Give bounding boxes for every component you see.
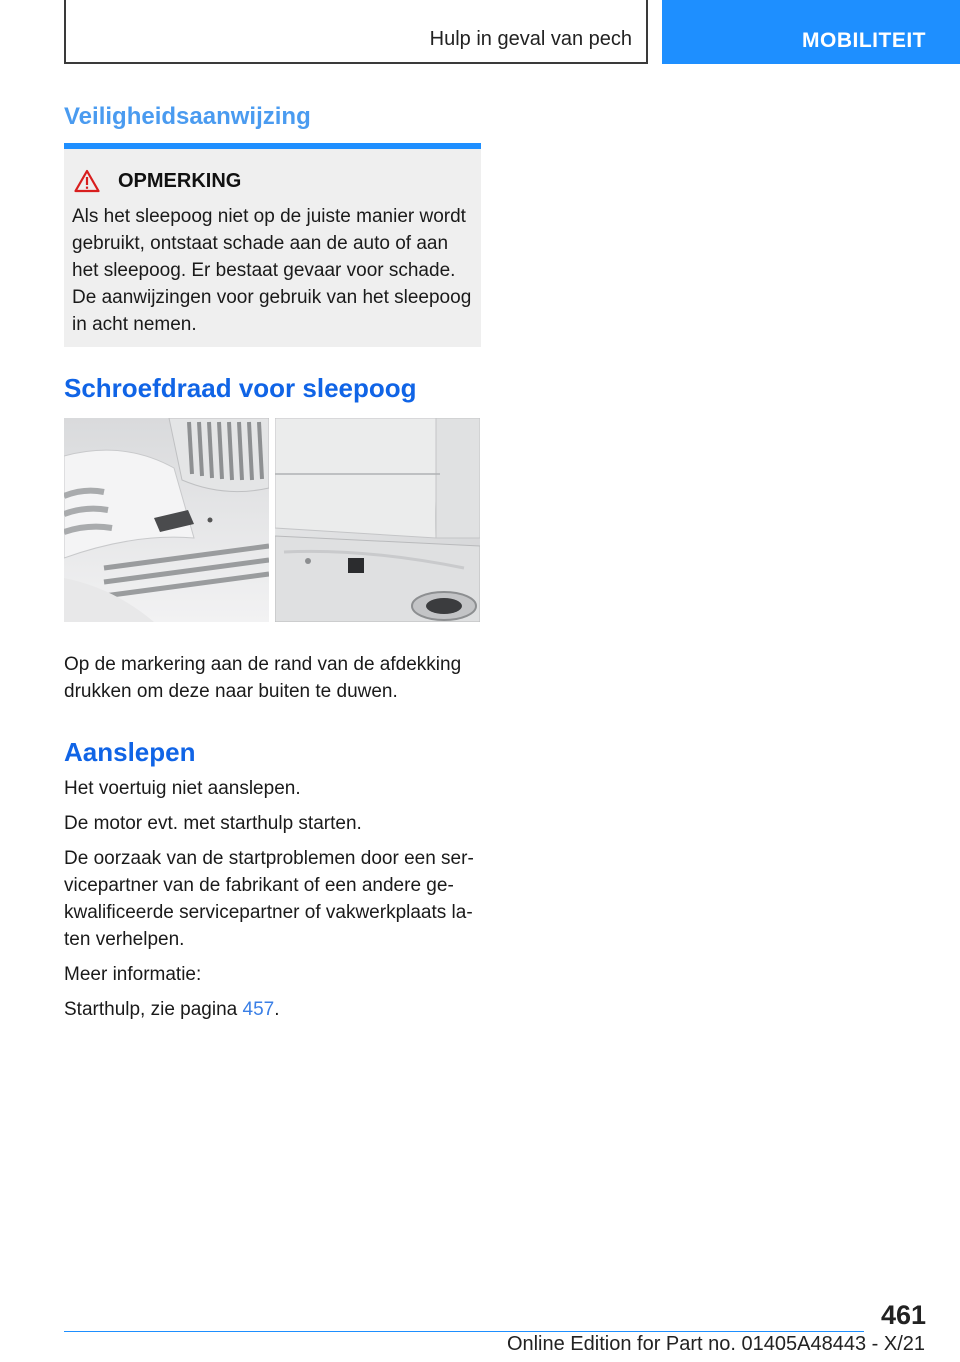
warning-note-box [64,143,481,347]
safety-section-title: Veiligheidsaanwijzing [64,103,311,130]
thread-section-title: Schroefdraad voor sleepoog [64,373,417,403]
note-label: OPMERKING [118,169,242,192]
header-chapter-tab[interactable]: MOBILITEIT [662,0,960,64]
towing-paragraph: Meer informatie: [64,964,202,985]
page-number: 461 [880,1300,926,1330]
towing-paragraph: De oorzaak van de startproblemen door een servicepartner van de fabrikant of een andere gekwalificeerde servicepartner of vakwerkplaats laten verhelpen. [64,848,474,950]
towing-body [64,775,484,1031]
front-bumper-image [64,418,269,622]
towing-paragraph: Het voertuig niet aanslepen. [64,778,301,799]
footer-edition-text: Online Edition for Part no. 01405A48443 - X/21 [506,1333,925,1355]
towing-section-title: Aanslepen [64,737,196,767]
tow-eye-thread-figure [64,418,480,622]
warning-triangle-icon [74,169,100,193]
header-section-title: Hulp in geval van pech [429,28,632,50]
header-section-box [64,0,648,64]
cross-reference-end: . [274,999,280,1020]
note-heading [74,169,241,193]
page-link-457[interactable]: 457 [242,999,275,1020]
rear-bumper-image [275,418,480,622]
cross-reference-text: Starthulp, zie pagina [64,999,243,1020]
thread-caption: Op de markering aan de rand van de afdekking drukken om deze naar buiten te duwen. [64,654,462,702]
cross-reference [64,996,484,1023]
towing-paragraph: De motor evt. met starthulp starten. [64,813,362,834]
note-text: Als het sleepoog niet op de juiste manier wordt gebruikt, ontstaat schade aan de auto of aan het sleepoog. Er bestaat gevaar voor schade. De aanwijzingen voor gebruik van het sleepoog in acht nemen. [72,206,472,335]
footer-divider [64,1331,864,1332]
